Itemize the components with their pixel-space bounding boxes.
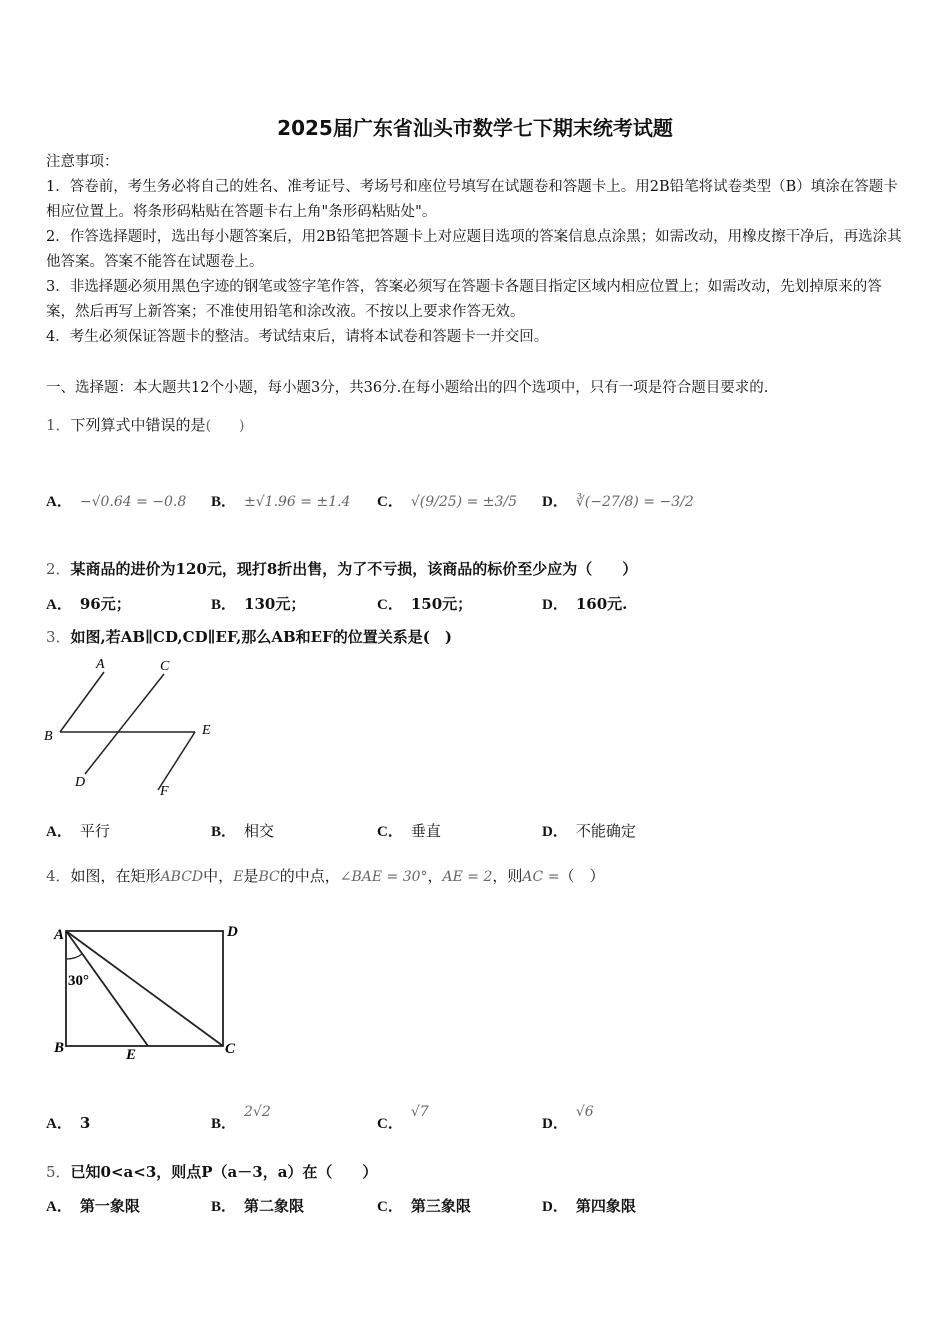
q3-option-a[interactable] xyxy=(46,820,110,841)
option-label: B． xyxy=(211,1116,237,1132)
option-label: B． xyxy=(211,597,237,613)
parallel-lines-figure xyxy=(40,652,230,802)
question-1 xyxy=(46,414,245,435)
q5-option-c[interactable] xyxy=(377,1195,471,1216)
q4-option-c[interactable] xyxy=(377,1104,429,1133)
option-text: 第一象限 xyxy=(79,1197,140,1215)
label-d: D xyxy=(75,775,86,790)
label-a: A xyxy=(54,927,65,943)
question-text-5: ， xyxy=(427,867,443,885)
q2-option-b[interactable] xyxy=(211,593,305,614)
q3-option-b[interactable] xyxy=(211,820,274,841)
question-text: 如图,若AB∥CD,CD∥EF,那么AB和EF的位置关系是( ) xyxy=(70,628,452,646)
math-bc: BC xyxy=(258,869,280,885)
option-label: B． xyxy=(211,1199,237,1215)
option-label: D． xyxy=(542,1116,568,1132)
option-text: 3 xyxy=(79,1114,91,1132)
question-number: 4． xyxy=(46,867,71,885)
option-label: A． xyxy=(46,494,72,510)
question-text-3: 是 xyxy=(243,867,259,885)
option-text: 平行 xyxy=(79,822,110,840)
label-f: F xyxy=(160,784,169,799)
q1-option-d[interactable] xyxy=(542,490,694,511)
notice-heading: 注意事项： xyxy=(46,154,119,170)
question-paren: ( ) xyxy=(205,418,245,434)
label-d: D xyxy=(227,924,238,940)
question-number: 1． xyxy=(46,416,71,434)
option-text: 160元. xyxy=(575,595,628,613)
math-ac: AC = xyxy=(522,869,560,885)
option-label: A． xyxy=(46,1199,72,1215)
option-text: 第二象限 xyxy=(244,1197,305,1215)
q3-option-c[interactable] xyxy=(377,820,441,841)
section-heading: 一、选择题：本大题共12个小题，每小题3分，共36分.在每小题给出的四个选项中，只有一项是符合题目要求的. xyxy=(46,380,769,396)
notice-item-1: 1．答卷前，考生务必将自己的姓名、准考证号、考场号和座位号填写在试题卷和答题卡上。用2B铅笔将试卷类型（B）填涂在答题卡相应位置上。将条形码粘贴在答题卡右上角"条形码粘贴处"。 xyxy=(46,179,898,220)
math-ae: AE = 2 xyxy=(442,869,493,885)
option-math: −√0.64 = −0.8 xyxy=(79,494,187,510)
option-math: ∛(−27/8) = −3/2 xyxy=(575,494,694,510)
math-angle: ∠BAE = 30° xyxy=(339,869,428,885)
option-label: C． xyxy=(377,597,403,613)
q1-option-b[interactable] xyxy=(211,490,350,511)
option-label: C． xyxy=(377,1116,403,1132)
question-text-2: 中， xyxy=(203,867,234,885)
question-text-7: （ ） xyxy=(559,867,605,885)
q3-option-d[interactable] xyxy=(542,820,636,841)
option-math: √(9/25) = ±3/5 xyxy=(410,494,518,510)
q4-option-b[interactable] xyxy=(211,1104,271,1133)
option-math: 2√2 xyxy=(244,1104,271,1120)
label-b: B xyxy=(44,729,53,744)
label-b: B xyxy=(54,1040,65,1056)
option-label: C． xyxy=(377,824,403,840)
option-label: D． xyxy=(542,824,568,840)
rectangle-figure xyxy=(48,915,248,1065)
option-text: 第三象限 xyxy=(410,1197,471,1215)
question-4 xyxy=(46,865,604,886)
question-text-6: ，则 xyxy=(492,867,523,885)
question-text: 下列算式中错误的是 xyxy=(70,416,206,434)
q5-option-d[interactable] xyxy=(542,1195,636,1216)
question-text-1: 如图，在矩形 xyxy=(70,867,161,885)
q2-option-a[interactable] xyxy=(46,593,131,614)
option-text: 第四象限 xyxy=(575,1197,636,1215)
option-label: D． xyxy=(542,597,568,613)
question-5 xyxy=(46,1161,377,1182)
page-title: 2025届广东省汕头市数学七下期末统考试题 xyxy=(277,116,673,140)
label-e: E xyxy=(126,1047,137,1063)
q1-option-c[interactable] xyxy=(377,490,517,511)
question-2 xyxy=(46,558,637,579)
option-text: 130元； xyxy=(244,595,306,613)
question-text: 已知0<a<3，则点P（a－3，a）在（ ） xyxy=(70,1163,378,1181)
notice-item-2: 2．作答选择题时，选出每小题答案后，用2B铅笔把答题卡上对应题目选项的答案信息点涂黑；如需改动，用橡皮擦干净后，再选涂其他答案。答案不能答在试题卷上。 xyxy=(46,229,902,270)
question-number: 3． xyxy=(46,628,71,646)
q4-option-a[interactable] xyxy=(46,1112,90,1133)
notice-item-4: 4．考生必须保证答题卡的整洁。考试结束后，请将本试卷和答题卡一并交回。 xyxy=(46,329,549,345)
label-c: C xyxy=(225,1041,236,1057)
question-number: 2． xyxy=(46,560,71,578)
label-c: C xyxy=(160,659,170,674)
q1-option-a[interactable] xyxy=(46,490,186,511)
label-e: E xyxy=(202,723,211,738)
option-label: C． xyxy=(377,1199,403,1215)
option-label: B． xyxy=(211,824,237,840)
question-text: 某商品的进价为120元，现打8折出售，为了不亏损，该商品的标价至少应为（ ） xyxy=(70,560,638,578)
option-label: D． xyxy=(542,494,568,510)
option-label: C． xyxy=(377,494,403,510)
q5-option-b[interactable] xyxy=(211,1195,304,1216)
q2-option-d[interactable] xyxy=(542,593,627,614)
q2-option-c[interactable] xyxy=(377,593,472,614)
option-text: 96元； xyxy=(79,595,131,613)
option-label: A． xyxy=(46,597,72,613)
option-text: 垂直 xyxy=(410,822,441,840)
option-label: D． xyxy=(542,1199,568,1215)
option-math: √7 xyxy=(410,1104,429,1120)
option-label: A． xyxy=(46,1116,72,1132)
option-math: ±√1.96 = ±1.4 xyxy=(244,494,351,510)
option-text: 不能确定 xyxy=(575,822,636,840)
angle-label: 30° xyxy=(68,973,89,989)
question-3 xyxy=(46,626,452,647)
label-a: A xyxy=(96,657,105,672)
q4-option-d[interactable] xyxy=(542,1104,594,1133)
option-text: 相交 xyxy=(244,822,275,840)
option-math: √6 xyxy=(575,1104,594,1120)
math-e: E xyxy=(233,869,244,885)
option-text: 150元； xyxy=(410,595,473,613)
question-text-4: 的中点， xyxy=(279,867,340,885)
q5-option-a[interactable] xyxy=(46,1195,140,1216)
option-label: A． xyxy=(46,824,72,840)
option-label: B． xyxy=(211,494,237,510)
question-number: 5． xyxy=(46,1163,71,1181)
math-abcd: ABCD xyxy=(160,869,204,885)
notice-item-3: 3．非选择题必须用黑色字迹的钢笔或签字笔作答，答案必须写在答题卡各题目指定区域内相应位置上；如需改动，先划掉原来的答案，然后再写上新答案；不准使用铅笔和涂改液。不按以上要求作答无效。 xyxy=(46,279,882,320)
